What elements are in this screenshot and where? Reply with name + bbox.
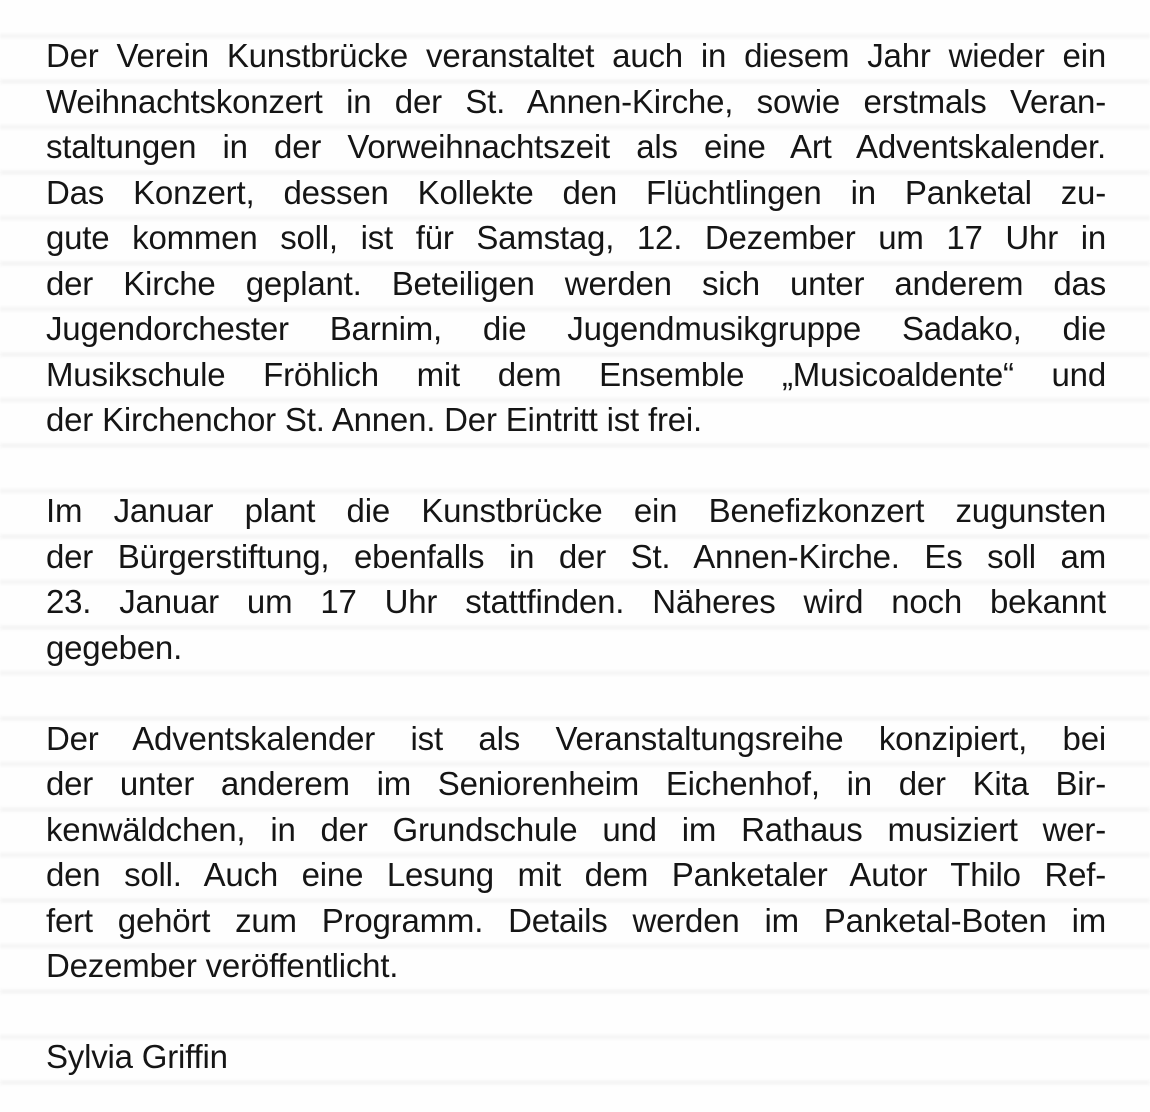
author-signature: Sylvia Griffin: [46, 1038, 228, 1075]
paragraph-benefit-concert: [46, 488, 1106, 670]
text-line: Der Adventskalender ist als Veranstaltungsreihe konzipiert, bei: [46, 719, 1106, 757]
text-line: Musikschule Fröhlich mit dem Ensemble „Musicoaldente“ und: [46, 355, 1106, 393]
text-line: staltungen in der Vorweihnachtszeit als eine Art Adventskalender.: [46, 128, 1106, 165]
text-line: Weihnachtskonzert in der St. Annen-Kirche, sowie erstmals Veran-: [46, 82, 1106, 120]
article-body: [46, 33, 1106, 1080]
text-line: gute kommen soll, ist für Samstag, 12. Dezember um 17 Uhr in: [46, 219, 1106, 256]
text-line: fert gehört zum Programm. Details werden im Panketal-Boten im: [46, 901, 1106, 939]
text-line: Jugendorchester Barnim, die Jugendmusikgruppe Sadako, die: [46, 310, 1106, 347]
text-line: gegeben.: [46, 628, 183, 666]
text-line: Im Januar plant die Kunstbrücke ein Benefizkonzert zugunsten: [46, 492, 1106, 529]
text-line: Der Verein Kunstbrücke veranstaltet auch in diesem Jahr wieder ein: [46, 37, 1106, 74]
text-line: der Kirche geplant. Beteiligen werden sich unter anderem das: [46, 264, 1106, 302]
text-line: kenwäldchen, in der Grundschule und im Rathaus musiziert wer-: [46, 810, 1106, 848]
paragraph-christmas-concert: [46, 33, 1106, 443]
paragraph-advent-calendar: [46, 716, 1106, 989]
text-line: den soll. Auch eine Lesung mit dem Panketaler Autor Thilo Ref-: [46, 856, 1106, 893]
text-line: der Bürgerstiftung, ebenfalls in der St. Annen-Kirche. Es soll am: [46, 537, 1106, 575]
text-line: 23. Januar um 17 Uhr stattfinden. Näheres wird noch bekannt: [46, 583, 1106, 620]
paragraph-spacer: [46, 670, 1106, 716]
text-line: Dezember veröffentlicht.: [46, 947, 399, 984]
text-line: der Kirchenchor St. Annen. Der Eintritt ist frei.: [46, 401, 702, 438]
text-line: Das Konzert, dessen Kollekte den Flüchtlingen in Panketal zu-: [46, 173, 1106, 211]
text-line: der unter anderem im Seniorenheim Eichenhof, in der Kita Bir-: [46, 765, 1106, 802]
paragraph-spacer: [46, 989, 1106, 1035]
paragraph-spacer: [46, 443, 1106, 489]
